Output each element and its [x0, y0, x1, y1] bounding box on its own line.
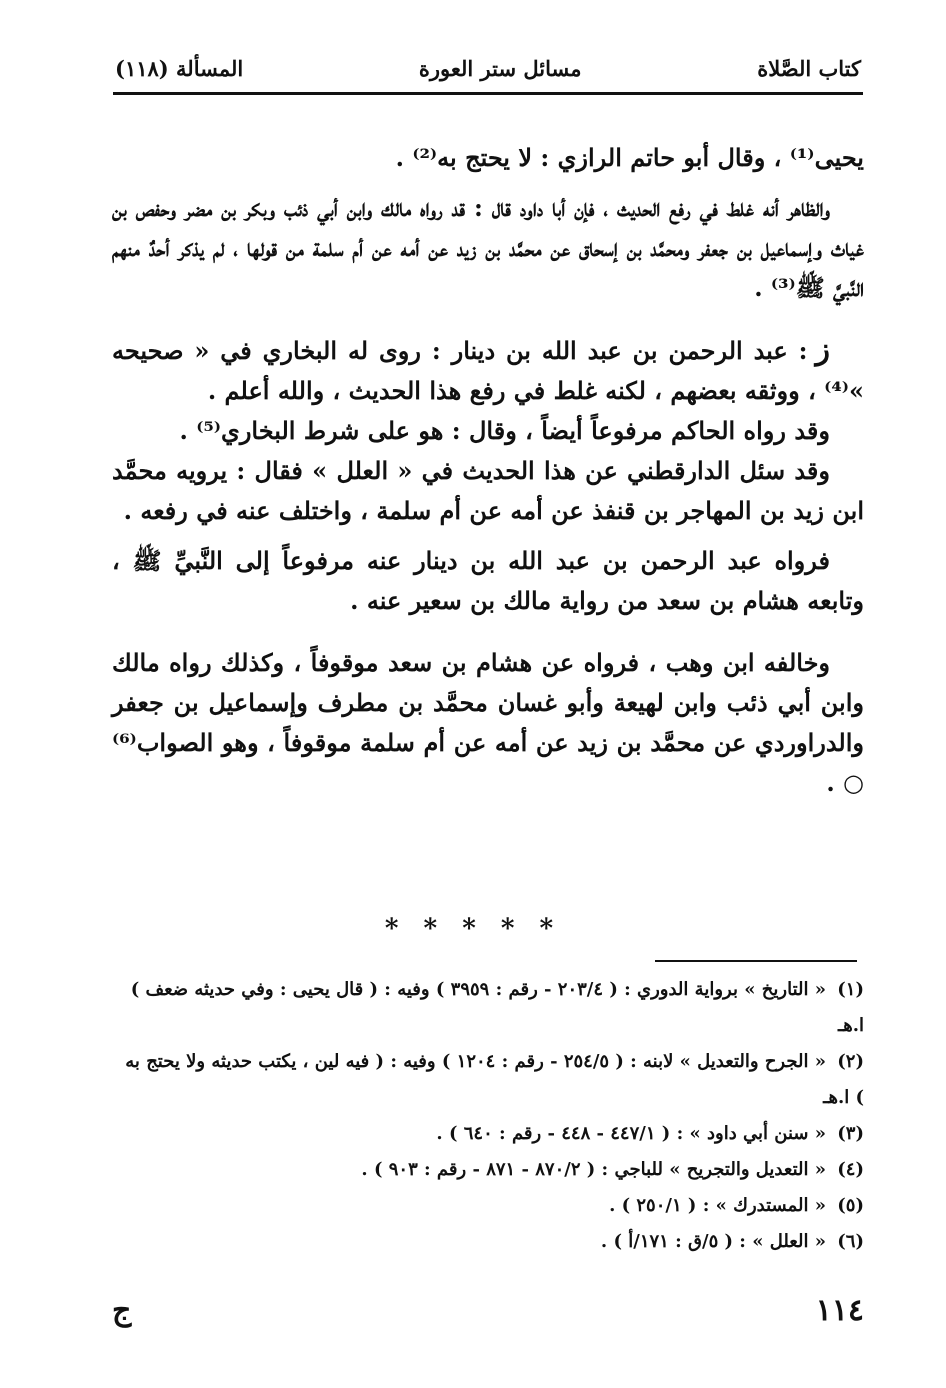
section-separator: * * * * * — [384, 914, 562, 944]
paragraph-3 — [112, 330, 864, 411]
paragraph-4: وقد رواه الحاكم مرفوعاً أيضاً ، وقال : هو على شرط البخاري⁽⁵⁾ . — [179, 416, 830, 445]
footnote-text: « المستدرك » : ( ٢٥٠/١ ) . — [609, 1195, 826, 1216]
footnote-text: « الجرح والتعديل » لابنه : ( ٢٥٤/٥ - رقم : ١٢٠٤ ) وفيه : ( فيه لين ، يكتب حديثه ولا يحتج به ) ا.هـ — [125, 1051, 864, 1108]
paragraph-7: وخالفه ابن وهب ، فرواه عن هشام بن سعد موقوفاً ، وكذلك رواه مالك وابن أبي ذئب وابن لهيعة وأبو غسان محمَّد بن مطرف وإسماعيل بن جعفر والدراوردي عن محمَّد بن زيد عن أمه عن أم سلمة موقوفاً ، وهو الصواب⁽⁶⁾ ○ . — [112, 648, 864, 797]
footnote-number: (٤) — [837, 1159, 864, 1180]
footnote-text: « العلل » : ( ٥/ق : ١٧١/أ ) . — [600, 1231, 826, 1252]
paragraph-2: والظاهر أنه غلط في رفع الحديث ، فإن أبا داود قال : قد رواه مالك وابن أبي ذئب وبكر بن مضر وحفص بن غياث وإسماعيل بن جعفر ومحمَّد بن إسحاق عن محمَّد بن زيد عن أمه عن أم سلمة من قولها ، لم يذكر أحدٌ منهم النَّبيَّ ﷺ⁽³⁾ . — [112, 193, 864, 302]
header-chapter-title: مسائل ستر العورة — [418, 55, 582, 81]
footnote-text: « التاريخ » برواية الدوري : ( ٢٠٣/٤ - رقم : ٣٩٥٩ ) وفيه : ( قال يحيى : وفي حديثه ضعف ) ا.هـ — [130, 979, 864, 1036]
footnote-1 — [112, 972, 864, 1044]
author-note-mark: ز — [815, 332, 830, 367]
main-text — [112, 138, 864, 803]
footnote-number: (٢) — [837, 1051, 864, 1072]
footnote-text: « التعديل والتجريح » للباجي : ( ٨٧٠/٢ - ٨٧١ - رقم : ٩٠٣ ) . — [361, 1159, 826, 1180]
header-issue-number: المسألة (١١٨) — [115, 55, 244, 81]
signature-mark: ج — [112, 1292, 132, 1328]
running-header — [115, 50, 861, 86]
footnote-4 — [112, 1152, 864, 1188]
page-number: ١١٤ — [815, 1292, 864, 1328]
footnote-2 — [112, 1044, 864, 1116]
footnote-6 — [112, 1224, 864, 1260]
paragraph-5: وقد سئل الدارقطني عن هذا الحديث في « العلل » فقال : يرويه محمَّد ابن زيد بن المهاجر بن قنفذ عن أمه عن أم سلمة ، واختلف عنه في رفعه . — [112, 456, 864, 525]
paragraph-3-text: : عبد الرحمن بن عبد الله بن دينار : روى له البخاري في « صحيحه »⁽⁴⁾ ، ووثقه بعضهم ، لكنه غلط في رفع هذا الحديث ، والله أعلم . — [112, 336, 864, 405]
footnote-rule — [655, 960, 857, 962]
footnote-3 — [112, 1116, 864, 1152]
header-rule — [113, 92, 863, 95]
paragraph-1: يحيى⁽¹⁾ ، وقال أبو حاتم الرازي : لا يحتج به⁽²⁾ . — [395, 143, 864, 172]
footnotes — [112, 972, 864, 1260]
footnote-number: (٣) — [837, 1123, 864, 1144]
footnote-number: (٥) — [837, 1195, 864, 1216]
footnote-number: (١) — [837, 979, 864, 1000]
paragraph-6: فرواه عبد الرحمن بن عبد الله بن دينار عنه مرفوعاً إلى النَّبيِّ ﷺ ، وتابعه هشام بن سعد من رواية مالك بن سعير عنه . — [112, 546, 864, 615]
footnote-text: « سنن أبي داود » : ( ٤٤٧/١ - ٤٤٨ - رقم : ٦٤٠ ) . — [436, 1123, 826, 1144]
header-book-title: كتاب الصَّلاة — [757, 55, 861, 81]
footnote-5 — [112, 1188, 864, 1224]
page-footer — [112, 1290, 864, 1330]
footnote-number: (٦) — [837, 1231, 864, 1252]
